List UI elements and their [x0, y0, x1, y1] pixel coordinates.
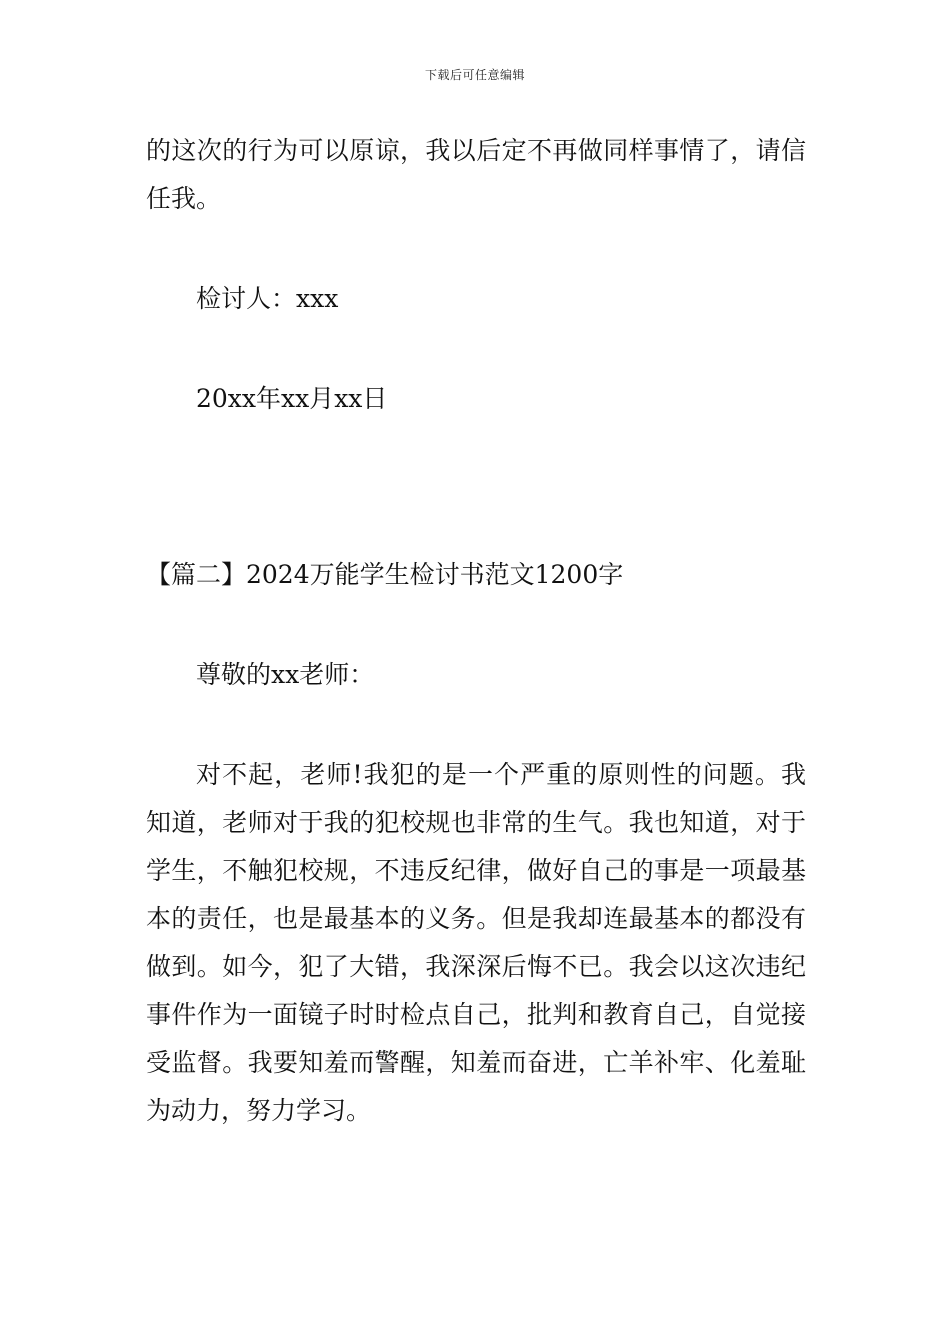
body-paragraph: 对不起，老师!我犯的是一个严重的原则性的问题。我知道，老师对于我的犯校规也非常的生气。我也知道，对于学生，不触犯校规，不违反纪律，做好自己的事是一项最基本的责任，也是最基本的义务。但是我却连最基本的都没有做到。如今，犯了大错，我深深后悔不已。我会以这次违纪事件作为一面镜子时时检点自己，批判和教育自己，自觉接受监督。我要知羞而警醒，知羞而奋进，亡羊补牢、化羞耻为动力，努力学习。	[146, 760, 806, 1125]
date-line: 20xx年xx月xx日	[196, 384, 388, 413]
salutation: 尊敬的xx老师：	[196, 660, 375, 689]
document-body	[146, 127, 806, 1135]
section-title: 【篇二】2024万能学生检讨书范文1200字	[146, 560, 624, 589]
signature-line: 检讨人：xxx	[196, 284, 339, 313]
continuation-paragraph: 的这次的行为可以原谅，我以后定不再做同样事情了，请信任我。	[146, 136, 806, 213]
header-note: 下载后可任意编辑	[424, 68, 525, 82]
